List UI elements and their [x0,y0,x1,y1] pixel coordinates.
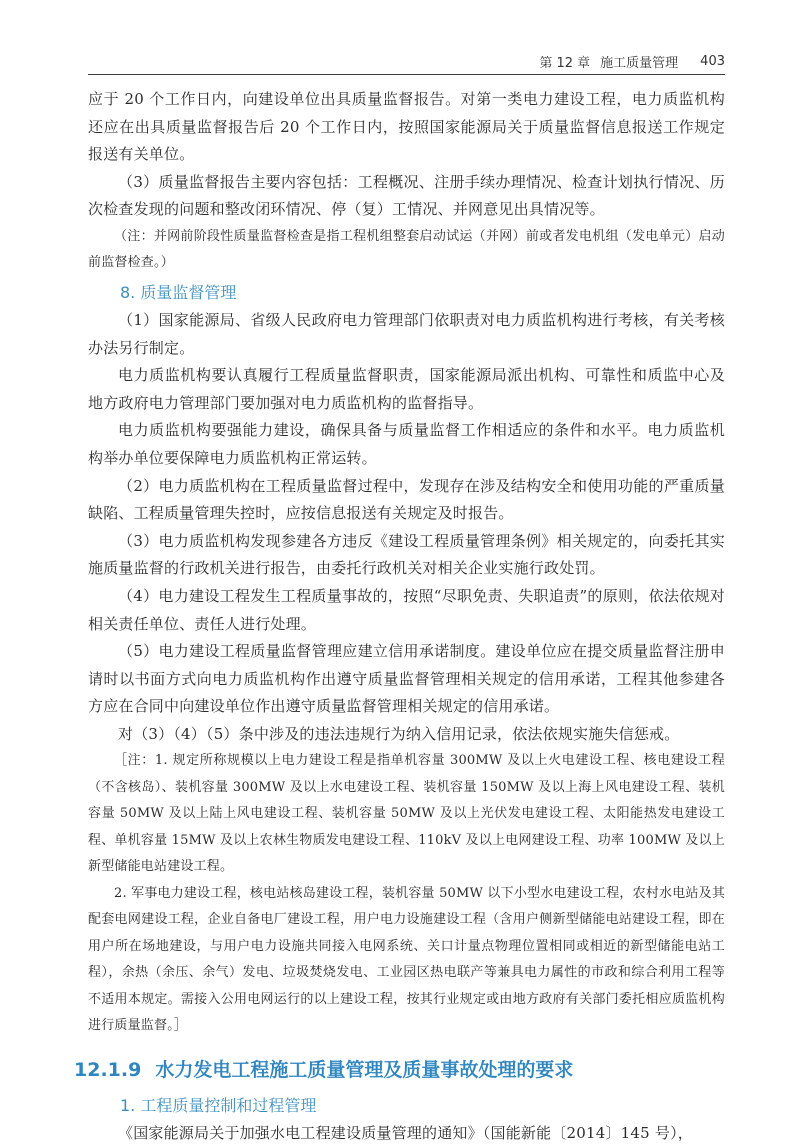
chapter-title: 施工质量管理 [600,55,679,71]
chapter-label: 第 12 章 [539,55,591,71]
paragraph: （3）质量监督报告主要内容包括：工程概况、注册手续办理情况、检查计划执行情况、历次检查发现的问题和整改闭环情况、停（复）工情况、并网意见出具情况等。 [88,172,725,219]
section-heading: 8. 质量监督管理 [120,282,237,302]
page-body [74,86,726,1148]
section-number: 12.1.9 [74,1058,142,1081]
section-title: 水力发电工程施工质量管理及质量事故处理的要求 [155,1058,574,1081]
note-paragraph: ［注：1. 规定所称规模以上电力建设工程是指单机容量 300MW 及以上火电建设工程、核电建设工程（不含核岛）、装机容量 300MW 及以上水电建设工程、装机容量 150MW 及以上海上风电建设工程、装机容量 50MW 及以上陆上风电建设工程、装机容量 50MW 及以上光伏发电建设工程、太阳能热发电建设工程、单机容量 15MW 及以上农林生物质发电建设工程、110kV 及以上电网建设工程、功率 100MW 及以上新型储能电站建设工程。 [88,753,725,875]
paragraph: （3）电力质监机构发现参建各方违反《建设工程质量管理条例》相关规定的，向委托其实施质量监督的行政机关进行报告，由委托行政机关对相关企业实施行政处罚。 [88,531,725,578]
subsection-heading: 1. 工程质量控制和过程管理 [120,1095,317,1115]
note-paragraph: （注：并网前阶段性质量监督检查是指工程机组整套启动试运（并网）前或者发电机组（发电单元）启动前监督检查。） [88,228,725,271]
page-number: 403 [700,53,725,69]
note-paragraph: 2. 军事电力建设工程，核电站核岛建设工程，装机容量 50MW 以下小型水电建设工程，农村水电站及其配套电网建设工程，企业自备电厂建设工程，用户电力设施建设工程（含用户侧新型储能电站建设工程，即在用户所在场地建设，与用户电力设施共同接入电网系统、关口计量点物理位置相同或相近的新型储能电站工程），余热（余压、余气）发电、垃圾焚烧发电、工业园区热电联产等兼具电力属性的市政和综合利用工程等不适用本规定。需接入公用电网运行的以上建设工程，按其行业规定或由地方政府有关部门委托相应质监机构进行质量监督。］ [88,885,726,1034]
page-header [88,48,725,75]
chapter-section-heading [74,1054,725,1086]
paragraph: 对（3）（4）（5）条中涉及的违法违规行为纳入信用记录，依法依规实施失信惩戒。 [118,724,680,743]
paragraph: （4）电力建设工程发生工程质量事故的，按照“尽职免责、失职追责”的原则，依法依规对相关责任单位、责任人进行处理。 [88,586,725,633]
paragraph: （5）电力建设工程质量监督管理应建立信用承诺制度。建设单位应在提交质量监督注册申请时以书面方式向电力质监机构作出遵守质量监督管理相关规定的信用承诺，工程其他参建各方应在合同中向建设单位作出遵守质量监督管理相关规定的信用承诺。 [88,642,725,716]
paragraph: 应于 20 个工作日内，向建设单位出具质量监督报告。对第一类电力建设工程，电力质监机构还应在出具质量监督报告后 20 个工作日内，按照国家能源局关于质量监督信息报送工作规定报送有关单位。 [88,90,725,164]
paragraph: （2）电力质监机构在工程质量监督过程中，发现存在涉及结构安全和使用功能的严重质量缺陷、工程质量管理失控时，应按信息报送有关规定及时报告。 [88,476,725,523]
paragraph: 电力质监机构要强能力建设，确保具备与质量监督工作相适应的条件和水平。电力质监机构举办单位要保障电力质监机构正常运转。 [88,421,725,467]
paragraph: 《国家能源局关于加强水电工程建设质量管理的通知》（国能新能〔2014〕145 号）， [118,1123,693,1142]
paragraph: 电力质监机构要认真履行工程质量监督职责，国家能源局派出机构、可靠性和质监中心及地方政府电力管理部门要加强对电力质监机构的监督指导。 [88,366,725,412]
paragraph: （1）国家能源局、省级人民政府电力管理部门依职责对电力质监机构进行考核，有关考核办法另行制定。 [88,310,725,357]
